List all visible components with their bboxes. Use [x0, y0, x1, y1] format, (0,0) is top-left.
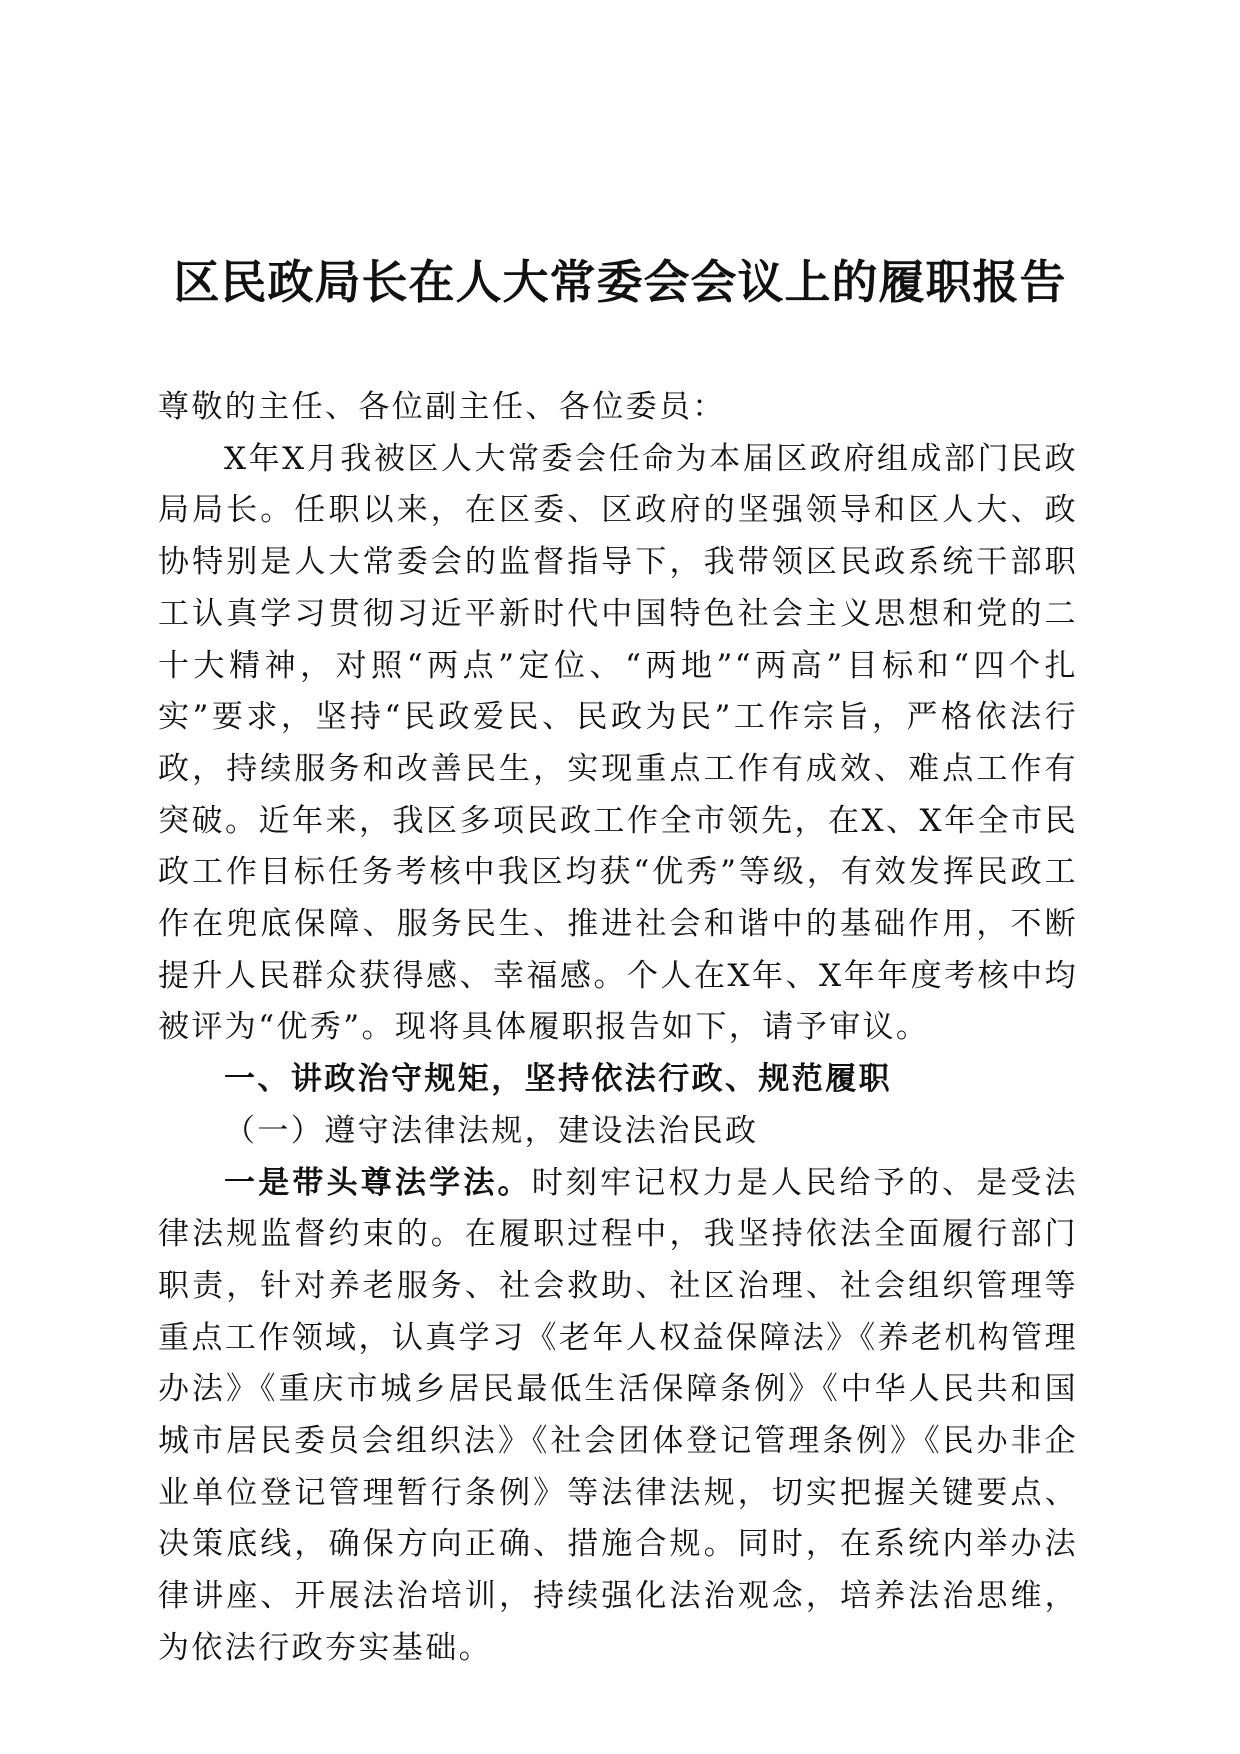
salutation: 尊敬的主任、各位副主任、各位委员：	[158, 389, 726, 425]
point-paragraph	[158, 1158, 1078, 1675]
subsection-heading: （一）遵守法律法规，建设法治民政	[224, 1112, 759, 1149]
section-heading: 一、讲政治守规矩，坚持依法行政、规范履职	[224, 1061, 892, 1098]
document-body	[158, 382, 1078, 1675]
point-text: 时刻牢记权力是人民给予的、是受法律法规监督约束的。在履职过程中，我坚持依法全面履行部门职责，针对养老服务、社会救助、社区治理、社会组织管理等重点工作领域，认真学习《老年人权益保障法》《养老机构管理办法》《重庆市城乡居民最低生活保障条例》《中华人民共和国城市居民委员会组织法》《社会团体登记管理条例》《民办非企业单位登记管理暂行条例》等法律法规，切实把握关键要点、决策底线，确保方向正确、措施合规。同时，在系统内举办法律讲座、开展法治培训，持续强化法治观念，培养法治思维，为依法行政夯实基础。	[158, 1164, 1078, 1666]
point-lead: 一是带头尊法学法。	[224, 1164, 532, 1201]
intro-paragraph: X年X月我被区人大常委会任命为本届区政府组成部门民政局局长。任职以来，在区委、区政府的坚强领导和区人大、政协特别是人大常委会的监督指导下，我带领区民政系统干部职工认真学习贯彻习近平新时代中国特色社会主义思想和党的二十大精神，对照“两点”定位、“两地”“两高”目标和“四个扎实”要求，坚持“民政爱民、民政为民”工作宗旨，严格依法行政，持续服务和改善民生，实现重点工作有成效、难点工作有突破。近年来，我区多项民政工作全市领先，在X、X年全市民政工作目标任务考核中我区均获“优秀”等级，有效发挥民政工作在兜底保障、服务民生、推进社会和谐中的基础作用，不断提升人民群众获得感、幸福感。个人在X年、X年年度考核中均被评为“优秀”。现将具体履职报告如下，请予审议。	[158, 440, 1078, 1046]
document-title: 区民政局长在人大常委会会议上的履职报告	[173, 255, 1067, 309]
